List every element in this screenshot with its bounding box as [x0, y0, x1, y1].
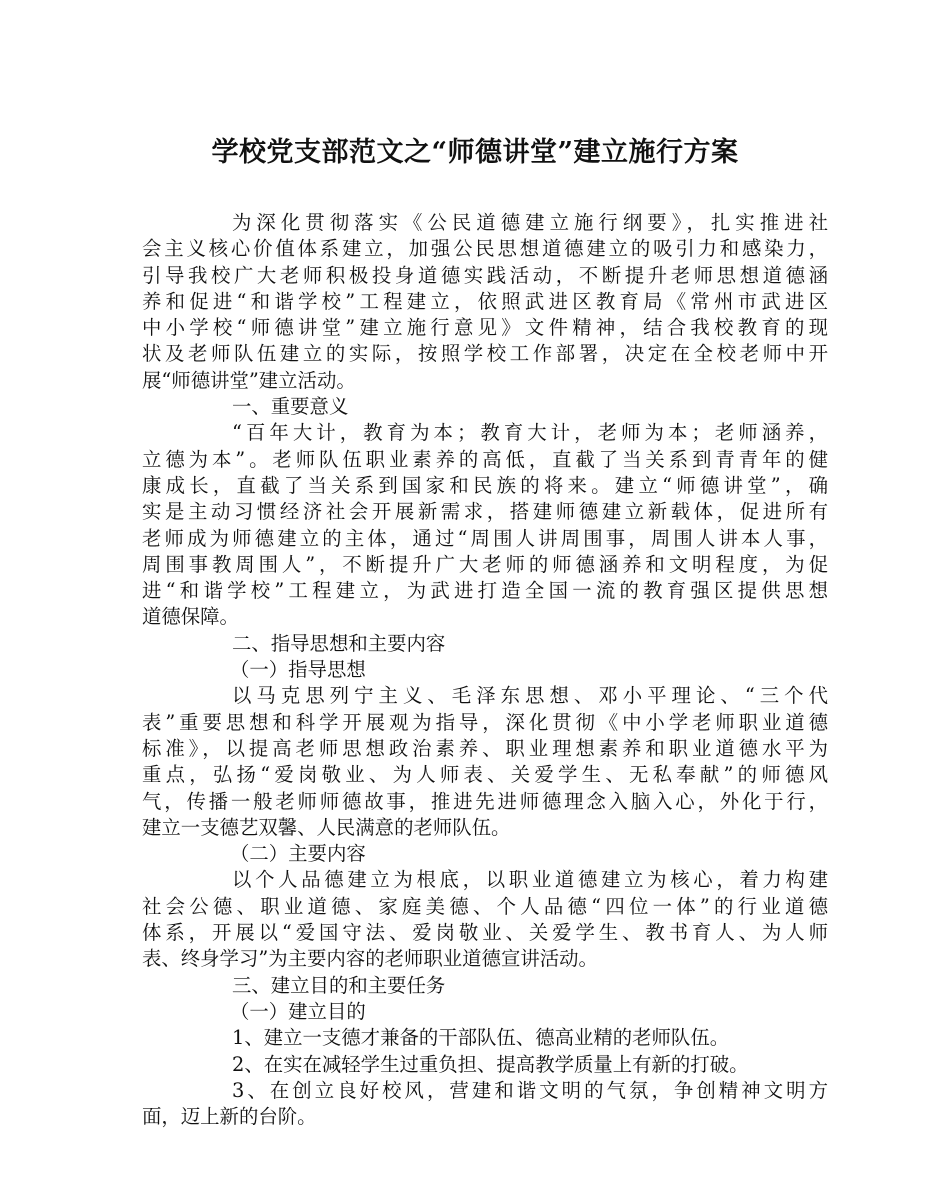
body-line: 体系，开展以“爱国守法、爱岗敬业、关爱学生、教书育人、为人师: [142, 921, 828, 945]
body-line: 社会公德、职业道德、家庭美德、个人品德“四位一体”的行业道德: [142, 894, 828, 918]
body-line: 一、重要意义: [232, 395, 349, 419]
body-line: （一）指导思想: [230, 658, 366, 682]
body-line: 老师成为师德建立的主体，通过“周围人讲周围事，周围人讲本人事，: [142, 526, 828, 550]
body-line: 2、在实在减轻学生过重负担、提高教学质量上有新的打破。: [232, 1052, 749, 1076]
body-line: 表、终身学习”为主要内容的老师职业道德宣讲活动。: [142, 947, 598, 971]
body-line: 3、在创立良好校风，营建和谐文明的气氛，争创精神文明方: [232, 1078, 828, 1102]
body-line: 进“和谐学校”工程建立，为武进打造全国一流的教育强区提供思想: [142, 579, 828, 603]
document-body: [142, 210, 828, 1130]
body-line: 1、建立一支德才兼备的干部队伍、德高业精的老师队伍。: [232, 1026, 730, 1050]
body-line: 引导我校广大老师积极投身道德实践活动，不断提升老师思想道德涵: [142, 263, 828, 287]
body-line: （一）建立目的: [230, 999, 366, 1023]
body-line: 以个人品德建立为根底，以职业道德建立为核心，着力构建: [232, 868, 828, 892]
body-line: 展“师德讲堂”建立活动。: [142, 368, 356, 392]
body-line: 状及老师队伍建立的实际，按照学校工作部署，决定在全校老师中开: [142, 342, 828, 366]
body-line: 中小学校“师德讲堂”建立施行意见》文件精神，结合我校教育的现: [142, 316, 828, 340]
document-title: 学校党支部范文之“师德讲堂”建立施行方案: [211, 137, 739, 168]
body-line: 二、指导思想和主要内容: [232, 631, 446, 655]
body-line: 康成长，直截了当关系到国家和民族的将来。建立“师德讲堂”，确: [142, 473, 828, 497]
body-line: 重点，弘扬“爱岗敬业、为人师表、关爱学生、无私奉献”的师德风: [142, 763, 828, 787]
body-line: 以马克思列宁主义、毛泽东思想、邓小平理论、“三个代: [232, 684, 828, 708]
body-line: 表”重要思想和科学开展观为指导，深化贯彻《中小学老师职业道德: [142, 710, 828, 734]
body-line: 建立一支德艺双馨、人民满意的老师队伍。: [142, 815, 511, 839]
body-line: 为深化贯彻落实《公民道德建立施行纲要》，扎实推进社: [232, 211, 828, 234]
body-line: 标准》，以提高老师思想政治素养、职业理想素养和职业道德水平为: [142, 736, 828, 760]
body-line: 立德为本”。老师队伍职业素养的高低，直截了当关系到青青年的健: [142, 447, 828, 471]
body-line: （二）主要内容: [230, 842, 366, 866]
body-line: “百年大计，教育为本；教育大计，老师为本；老师涵养，: [232, 421, 828, 445]
body-line: 面，迈上新的台阶。: [142, 1105, 317, 1129]
body-line: 周围事教周围人”，不断提升广大老师的师德涵养和文明程度，为促: [142, 552, 828, 576]
body-line: 实是主动习惯经济社会开展新需求，搭建师德建立新载体，促进所有: [142, 500, 828, 524]
body-line: 气，传播一般老师师德故事，推进先进师德理念入脑入心，外化于行，: [142, 789, 828, 813]
body-line: 会主义核心价值体系建立，加强公民思想道德建立的吸引力和感染力，: [142, 237, 828, 261]
body-line: 道德保障。: [142, 605, 239, 629]
body-line: 三、建立目的和主要任务: [232, 973, 446, 997]
body-line: 养和促进“和谐学校”工程建立，依照武进区教育局《常州市武进区: [142, 289, 828, 313]
